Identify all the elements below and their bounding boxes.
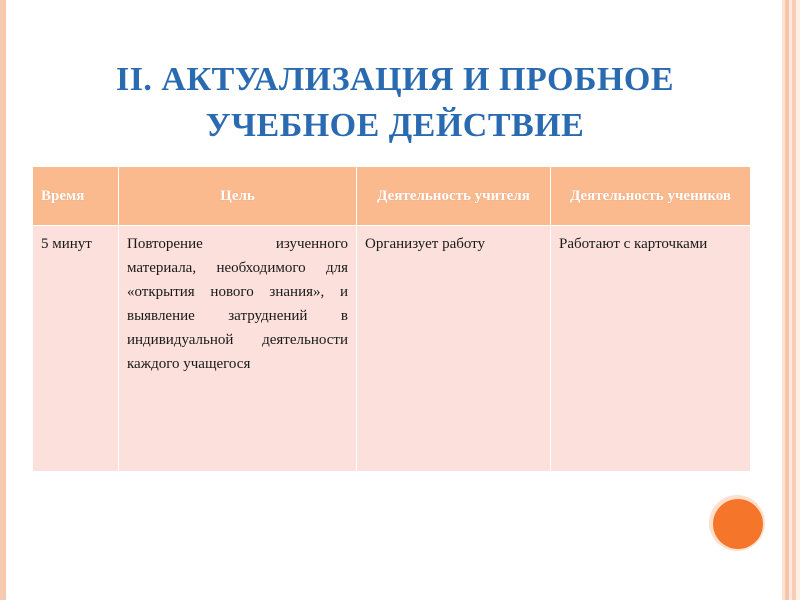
decorative-orange-circle bbox=[713, 499, 763, 549]
cell-student-activity: Работают с карточками bbox=[551, 226, 751, 472]
left-border-decoration bbox=[0, 0, 6, 600]
header-goal: Цель bbox=[119, 167, 357, 226]
cell-time: 5 минут bbox=[33, 226, 119, 472]
cell-teacher-activity: Организует работу bbox=[357, 226, 551, 472]
table-row bbox=[33, 226, 751, 472]
cell-goal: Повторение изученного материала, необходимого для «открытия нового знания», и выявление затруднений в индивидуальной деятельности каждого учащегося bbox=[119, 226, 357, 472]
header-student-activity: Деятельность учеников bbox=[551, 167, 751, 226]
lesson-table bbox=[32, 166, 751, 472]
header-teacher-activity: Деятельность учителя bbox=[357, 167, 551, 226]
right-border-decoration bbox=[782, 0, 800, 600]
slide-title: II. АКТУАЛИЗАЦИЯ И ПРОБНОЕ УЧЕБНОЕ ДЕЙСТВИЕ bbox=[115, 60, 675, 144]
table-header-row bbox=[33, 167, 751, 226]
header-time: Время bbox=[33, 167, 119, 226]
